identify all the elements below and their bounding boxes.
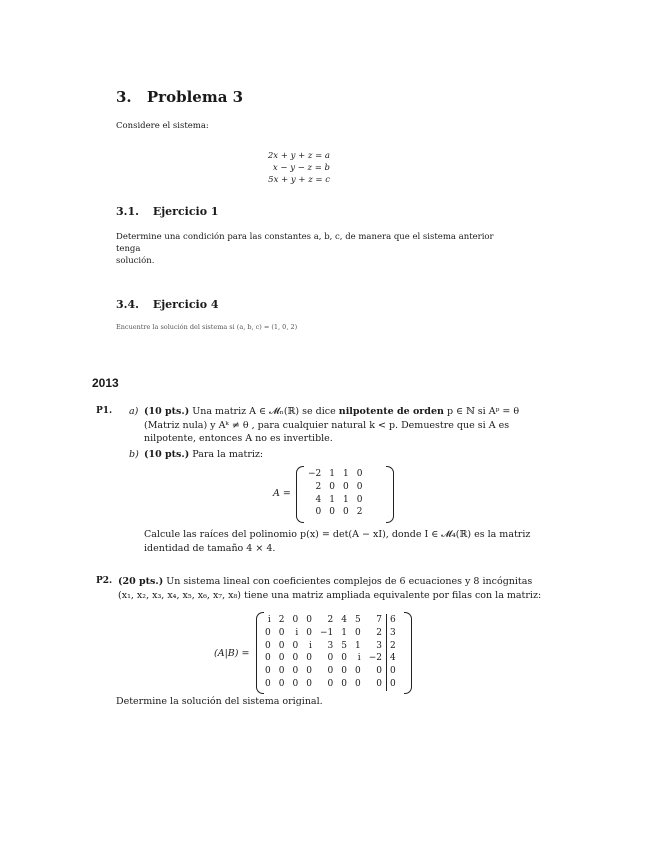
matrix-cell: 0 [265, 666, 271, 677]
matrix-cell: 0 [327, 666, 334, 677]
matrix-row [261, 678, 400, 691]
matrix-cell: 0 [354, 666, 361, 677]
matrix-cell: −2 [308, 469, 322, 479]
text-line [144, 405, 530, 419]
matrix-cell: 4 [341, 615, 347, 625]
right-paren [404, 612, 412, 694]
p2-text [118, 575, 542, 602]
text-line: nilpotente, entonces A no es invertible. [144, 433, 333, 444]
matrix-cell: 0 [278, 653, 285, 664]
p1-part-b [144, 448, 263, 462]
p1-part-a [144, 405, 530, 446]
matrix-row [304, 506, 366, 519]
section-heading [116, 88, 243, 106]
year-heading: 2013 [92, 376, 119, 390]
matrix-cell: 2 [386, 640, 399, 653]
text-span: Un sistema lineal con coeficientes complejos de 6 ecuaciones y 8 incógnitas [166, 576, 533, 587]
matrix-cell: 3 [376, 640, 382, 651]
matrix-cell: 1 [329, 494, 336, 505]
matrix-cell: 3 [386, 627, 399, 640]
matrix-cell: i [295, 627, 299, 638]
matrix-cell: 2 [356, 507, 363, 518]
matrix-cell: 5 [354, 615, 361, 625]
item-marker: a) [129, 406, 139, 417]
matrix-cell: 1 [343, 469, 349, 479]
matrix-cell: 0 [265, 678, 271, 689]
matrix-cell: 0 [329, 481, 336, 492]
matrix-cell: −1 [319, 627, 334, 638]
problem-label: P2. [96, 576, 113, 586]
subsection-number: 3.4. [116, 298, 139, 311]
text-line: Calcule las raíces del polinomio p(x) = det(A − xI), donde I ∈ 𝓜₄(ℝ) es la matriz [144, 529, 531, 540]
matrix-cell: 0 [386, 678, 399, 691]
text-line [118, 575, 533, 589]
matrix-cell: 0 [292, 678, 299, 689]
matrix-cell: 3 [327, 640, 334, 651]
matrix-cell: i [309, 640, 312, 651]
matrix-row [304, 494, 366, 507]
matrix-cell: 2 [315, 481, 322, 492]
matrix-cell: 0 [354, 678, 361, 689]
equation: 5x + y + z = c [268, 175, 330, 185]
matrix-cell: 0 [376, 678, 382, 689]
matrix-cell: 0 [343, 507, 349, 518]
matrix-cell: 0 [265, 627, 271, 638]
matrix-cell: 0 [341, 666, 347, 677]
points: (10 pts.) [144, 449, 190, 460]
matrix-table [304, 468, 366, 519]
p1-part-b-after [144, 528, 534, 555]
matrix-cell: i [357, 653, 361, 664]
matrix-cell: 0 [278, 666, 285, 677]
problem-label: P1. [96, 406, 113, 416]
matrix-cell: 0 [278, 640, 285, 651]
matrix-cell: 0 [356, 469, 363, 479]
left-paren [296, 466, 304, 523]
matrix-cell: 0 [278, 627, 285, 638]
matrix-cell: 0 [306, 615, 312, 625]
matrix-cell: 2 [327, 615, 334, 625]
matrix-cell: 0 [341, 678, 347, 689]
subsection-heading [116, 298, 219, 311]
matrix-row [304, 468, 366, 481]
points: (20 pts.) [118, 576, 164, 587]
text-span: Una matriz A ∈ 𝓜ₙ(ℝ) se dice [192, 406, 336, 417]
subsection-title: Ejercicio 1 [152, 205, 219, 218]
matrix-label: (A|B) = [214, 648, 250, 659]
text-line: solución. [116, 256, 155, 266]
text-line: identidad de tamaño 4 × 4. [144, 542, 276, 554]
matrix-row [261, 614, 400, 627]
matrix-cell: 6 [386, 614, 399, 627]
exercise-text-cropped: Encuentre la solución del sistema si (a, b, c) = (1, 0, 2) [116, 323, 298, 331]
matrix-label: A = [273, 488, 291, 499]
matrix-cell: 0 [386, 665, 399, 678]
matrix-cell: 2 [376, 627, 382, 638]
matrix-cell: 0 [265, 640, 271, 651]
augmented-matrix [256, 612, 412, 694]
text-line: (x₁, x₂, x₃, x₄, x₅, x₆, x₇, x₈) tiene una matriz ampliada equivalente por filas con la matriz: [118, 589, 542, 601]
matrix-cell: 0 [278, 678, 285, 689]
equation: 2x + y + z = a [267, 151, 330, 161]
matrix-cell: 0 [306, 627, 312, 638]
matrix-cell: 2 [278, 615, 285, 625]
matrix-a [296, 466, 394, 523]
matrix-cell: 7 [376, 615, 382, 625]
matrix-cell: 0 [356, 481, 363, 492]
matrix-cell: 0 [292, 615, 299, 625]
item-marker: b) [129, 449, 139, 460]
matrix-cell: 0 [315, 507, 322, 518]
text-span: p ∈ ℕ si Aᵖ = θ [446, 406, 520, 417]
matrix-cell: 1 [341, 627, 347, 638]
matrix-cell: 5 [341, 640, 347, 651]
matrix-row [261, 640, 400, 653]
matrix-cell: 0 [292, 653, 299, 664]
matrix-row [304, 481, 366, 494]
matrix-row [261, 627, 400, 640]
matrix-cell: −2 [368, 653, 382, 664]
exercise-text [116, 231, 496, 267]
text-line: Determine una condición para las constantes a, b, c, de manera que el sistema anterior tenga [116, 232, 494, 254]
matrix-cell: 0 [306, 678, 312, 689]
matrix-cell: 0 [329, 507, 336, 518]
matrix-cell: i [267, 615, 271, 625]
matrix-cell: 0 [341, 653, 347, 664]
matrix-cell: 1 [354, 640, 361, 651]
matrix-cell: 0 [343, 481, 349, 492]
matrix-cell: 0 [327, 678, 334, 689]
text-span: Para la matriz: [192, 449, 264, 460]
text-line: (Matriz nula) y Aᵏ ≠ θ , para cualquier natural k < p. Demuestre que si A es [144, 419, 510, 431]
matrix-cell: 4 [386, 652, 399, 665]
matrix-cell: 0 [327, 653, 334, 664]
points: (10 pts.) [144, 406, 190, 417]
intro-text: Considere el sistema: [116, 121, 209, 131]
subsection-number: 3.1. [116, 205, 139, 218]
matrix-row [261, 652, 400, 665]
matrix-cell: 0 [292, 640, 299, 651]
matrix-cell: 0 [306, 666, 312, 677]
subsection-heading [116, 205, 219, 218]
matrix-cell: 1 [343, 494, 349, 505]
p2-final: Determine la solución del sistema original. [116, 696, 323, 707]
matrix-row [261, 665, 400, 678]
matrix-cell: 0 [265, 653, 271, 664]
equation: x − y − z = b [272, 163, 330, 173]
equation-system [250, 150, 330, 186]
matrix-cell: 0 [306, 653, 312, 664]
matrix-cell: 0 [376, 666, 382, 677]
matrix-cell: 0 [292, 666, 299, 677]
subsection-title: Ejercicio 4 [152, 298, 219, 311]
section-title: Problema 3 [146, 88, 244, 106]
matrix-cell: 4 [315, 494, 322, 505]
matrix-cell: 1 [329, 469, 336, 479]
term-bold: nilpotente de orden [338, 406, 444, 417]
right-paren [386, 466, 394, 523]
matrix-cell: 0 [356, 494, 363, 505]
matrix-cell: 0 [354, 627, 361, 638]
matrix-table [261, 614, 400, 691]
section-number: 3. [116, 88, 132, 106]
